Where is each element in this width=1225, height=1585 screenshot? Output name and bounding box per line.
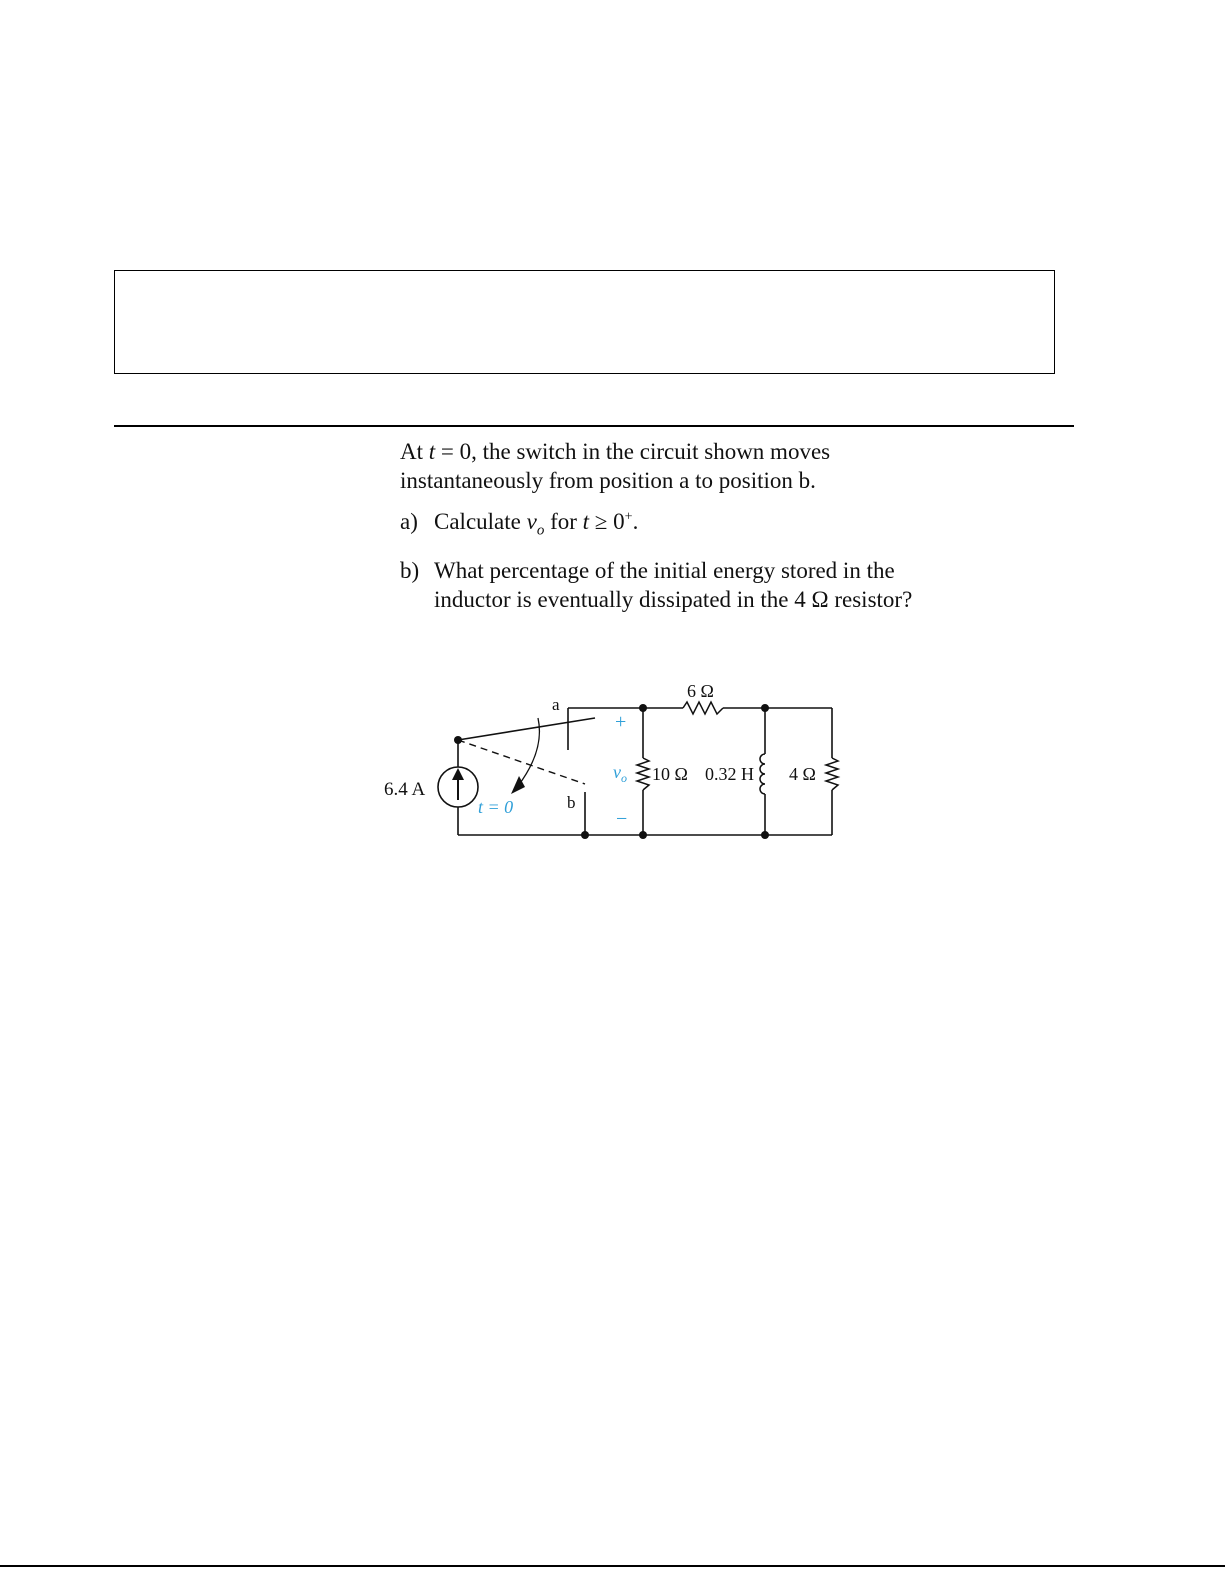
part-a-prefix: Calculate <box>434 509 527 534</box>
intro-prefix: At <box>400 439 429 464</box>
switch-blade-a <box>458 718 595 740</box>
answer-box <box>114 270 1055 374</box>
node-switch-pivot <box>454 736 462 744</box>
part-b-letter: b) <box>400 557 420 583</box>
problem-intro <box>400 437 920 495</box>
node-top-left <box>639 704 647 712</box>
source-label: 6.4 A <box>384 779 426 800</box>
part-a-var-v: v <box>526 509 537 534</box>
node-bottom-b <box>581 831 589 839</box>
vo-minus-sign: − <box>616 808 628 830</box>
part-a <box>400 507 920 546</box>
part-a-middle: for <box>544 509 583 534</box>
node-bottom-left <box>639 831 647 839</box>
intro-suffix: = 0, the switch in the circuit shown moves instantaneously from position a to position b. <box>400 439 831 493</box>
source-arrow-icon <box>452 768 464 780</box>
vo-label <box>613 762 627 785</box>
part-a-var-sub: o <box>536 522 545 539</box>
part-a-text <box>434 507 920 546</box>
part-a-superscript: + <box>624 509 633 525</box>
node-top-right <box>761 704 769 712</box>
terminal-a-label: a <box>552 695 560 714</box>
resistor-4-ohm <box>826 758 838 790</box>
section-divider <box>114 425 1074 427</box>
r10-label: 10 Ω <box>652 764 688 784</box>
part-b-text: What percentage of the initial energy stored in the inductor is eventually dissipated in the 4 Ω resistor? <box>434 557 913 612</box>
part-a-end: . <box>632 509 639 534</box>
resistor-6-ohm <box>683 702 723 714</box>
r6-label: 6 Ω <box>687 681 714 701</box>
part-a-letter: a) <box>400 509 418 534</box>
circuit-diagram <box>380 670 850 850</box>
switch-time-label: t = 0 <box>478 797 514 817</box>
part-a-relation: ≥ 0 <box>589 509 625 534</box>
node-bottom-right <box>761 831 769 839</box>
vo-sub: o <box>621 771 627 785</box>
terminal-b-label: b <box>567 793 576 812</box>
page-bottom-rule <box>0 1565 1225 1567</box>
resistor-10-ohm <box>637 758 649 790</box>
switch-blade-b-dashed <box>458 740 585 784</box>
inductor-label: 0.32 H <box>705 764 754 784</box>
r4-label: 4 Ω <box>789 764 816 784</box>
problem-statement <box>400 437 920 624</box>
part-b <box>400 556 920 614</box>
vo-main: v <box>613 762 621 782</box>
part-a-var-t: t <box>582 509 590 534</box>
vo-plus-sign: + <box>615 711 627 733</box>
intro-variable: t <box>428 439 436 464</box>
inductor-coil <box>760 754 765 794</box>
